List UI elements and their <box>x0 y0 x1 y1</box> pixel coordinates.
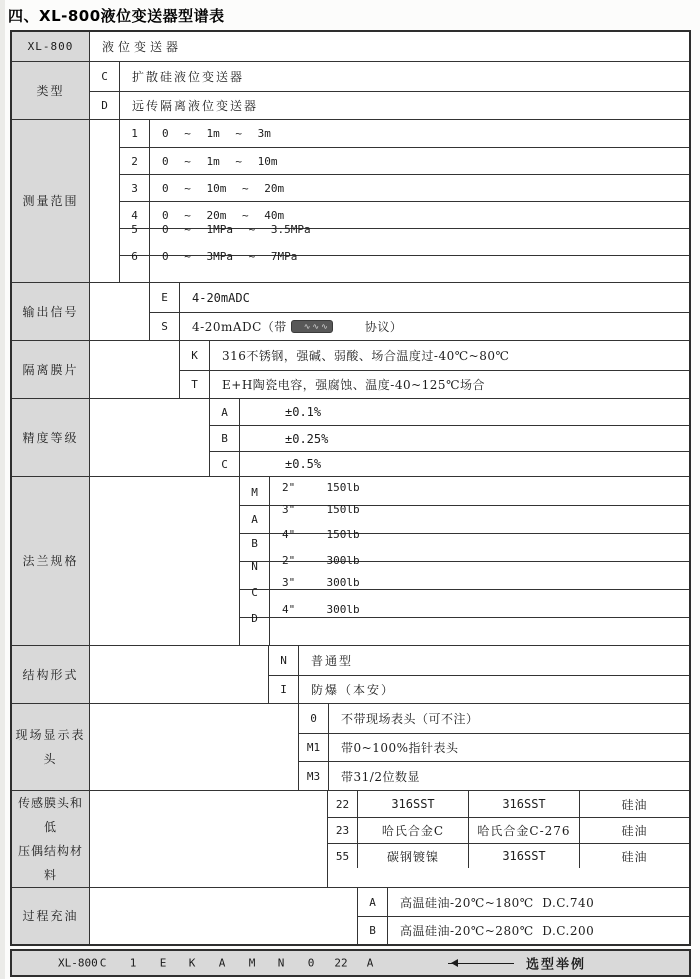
table-row <box>299 761 689 790</box>
table-row <box>120 249 689 282</box>
section-output-signal <box>12 282 689 340</box>
code-cell: E <box>150 283 180 312</box>
desc-cell: 0 ~ 1m ~ 10m <box>162 154 278 168</box>
desc-cell: 0 ~ 1m ~ 3m <box>162 127 271 140</box>
table-row <box>358 888 689 916</box>
code-cell: 3 <box>120 175 150 201</box>
code-cell: A <box>358 888 388 916</box>
material-cell: 硅油 <box>621 849 648 864</box>
indent-cell <box>90 704 299 790</box>
scan-edge <box>0 0 5 979</box>
code-cell: B <box>358 917 388 944</box>
section-label: 隔离膜片 <box>12 341 90 398</box>
table-row <box>210 451 689 476</box>
example-code: 1 <box>129 956 137 970</box>
section-local-display <box>12 703 689 790</box>
section-sensor-materials <box>12 790 689 887</box>
section-structure-type <box>12 645 689 703</box>
table-row <box>358 916 689 944</box>
material-cell: 哈氏合金C-276 <box>469 818 580 843</box>
desc-cell: 4" 300lb <box>282 603 360 616</box>
table-row <box>120 120 689 147</box>
desc-cell: 316不锈钢，强碱、弱酸、场合温度过-40℃~80℃ <box>222 349 510 363</box>
desc-cell: 高温硅油-20℃~180℃ D.C.740 <box>400 895 595 910</box>
material-cell: 316SST <box>469 791 580 817</box>
table-row <box>90 91 689 119</box>
desc-cell: 带31/2位数显 <box>341 769 420 784</box>
example-code: K <box>188 956 196 970</box>
desc-cell: 4-20mADC（带 --- ∿∿∿ 协议） <box>180 313 689 340</box>
left-arrow-icon <box>448 963 514 964</box>
section-label: 类型 <box>12 62 90 119</box>
desc-cell: 0 ~ 3MPa ~ 7MPa <box>162 249 298 263</box>
code-cell: D <box>90 92 120 119</box>
desc-cell: ±0.25% <box>285 431 329 446</box>
desc-cell: 不带现场表头（可不注） <box>341 712 479 726</box>
desc-cell: 0 ~ 1MPa ~ 3.5MPa <box>162 222 311 236</box>
code-cell: B <box>240 534 270 561</box>
table-row <box>328 843 689 868</box>
material-cell: 硅油 <box>621 824 648 838</box>
code-cell: B <box>210 426 240 451</box>
desc-cell: 远传隔离液位变送器 <box>132 99 259 113</box>
desc-cell: ±0.1% <box>285 405 322 419</box>
code-cell: 22 <box>328 791 358 817</box>
section-measuring-range <box>12 119 689 282</box>
table-row <box>210 425 689 451</box>
example-code: E <box>159 956 167 970</box>
code-cell: S <box>150 313 180 340</box>
section-label: 传感膜头和低 压偶结构材料 <box>12 791 90 887</box>
example-code: 0 <box>307 956 315 970</box>
desc-cell: 3" 150lb <box>282 503 360 516</box>
table-row <box>240 603 689 645</box>
desc-cell: 2" 150lb <box>282 480 360 494</box>
table-row <box>210 399 689 425</box>
section-label: 测量范围 <box>12 120 90 282</box>
code-cell: M <box>240 477 270 505</box>
example-code: M <box>248 956 256 970</box>
indent-cell <box>90 399 210 476</box>
example-code: A <box>366 956 374 970</box>
indent-cell <box>90 120 120 282</box>
model-spec-table <box>10 30 691 946</box>
table-row <box>180 341 689 370</box>
table-row <box>90 62 689 91</box>
code-cell: A <box>210 399 240 425</box>
table-row <box>120 147 689 174</box>
code-cell: I <box>269 676 299 703</box>
table-row <box>299 704 689 733</box>
section-isolation-diaphragm <box>12 340 689 398</box>
example-code: C <box>99 956 107 970</box>
code-cell: N <box>240 562 270 589</box>
section-label: 输出信号 <box>12 283 90 340</box>
code-cell: C <box>90 62 120 91</box>
code-cell: 23 <box>328 818 358 843</box>
section-process-fill-oil <box>12 887 689 944</box>
code-cell: 55 <box>328 844 358 868</box>
desc-cell: 0 ~ 20m ~ 40m <box>162 208 285 222</box>
material-cell: 316SST <box>469 844 580 868</box>
table-row <box>150 312 689 340</box>
model-cell: XL-800 <box>12 32 90 61</box>
example-code: 22 <box>334 956 348 970</box>
section-accuracy-class <box>12 398 689 476</box>
code-cell: 4 <box>120 202 150 228</box>
section-label: 现场显示表头 <box>12 704 90 790</box>
section-label: 法兰规格 <box>12 477 90 645</box>
table-row <box>269 675 689 703</box>
desc-cell: ±0.5% <box>285 457 322 471</box>
desc-cell: 扩散硅液位变送器 <box>132 70 245 84</box>
code-cell: A <box>240 506 270 533</box>
indent-cell <box>90 341 180 398</box>
code-cell: D <box>240 618 270 645</box>
example-code: N <box>277 956 285 970</box>
material-cell: 硅油 <box>621 797 648 812</box>
code-cell: 0 <box>299 704 329 733</box>
indent-cell <box>90 791 328 887</box>
table-row <box>328 791 689 817</box>
desc-cell: 3" 300lb <box>282 576 360 589</box>
model-desc-cell: 液位变送器 <box>102 40 183 54</box>
hart-protocol-badge-icon <box>291 320 333 333</box>
indent-cell <box>90 888 358 944</box>
table-row <box>269 646 689 675</box>
code-cell: N <box>269 646 299 675</box>
code-cell: K <box>180 341 210 370</box>
desc-cell: 防爆（本安） <box>311 683 396 697</box>
code-cell: 1 <box>120 120 150 147</box>
example-label: 选型举例 <box>526 957 587 973</box>
desc-cell: 0 ~ 10m ~ 20m <box>162 181 285 195</box>
example-code: A <box>218 956 226 970</box>
material-cell: 碳钢镀镍 <box>358 844 469 868</box>
table-header-row <box>12 32 689 61</box>
section-label: 精度等级 <box>12 399 90 476</box>
desc-cell: 2" 300lb <box>282 554 360 567</box>
code-cell: M1 <box>299 734 329 761</box>
page-title: 四、XL-800液位变送器型谱表 <box>8 7 225 25</box>
code-cell: T <box>180 371 210 398</box>
section-flange-spec <box>12 476 689 645</box>
table-row <box>150 283 689 312</box>
desc-cell: 4-20mADC <box>192 290 250 305</box>
material-cell: 316SST <box>358 791 469 817</box>
desc-cell: 普通型 <box>311 654 354 668</box>
code-cell: C <box>210 452 240 476</box>
table-row <box>240 477 689 505</box>
desc-cell: E+H陶瓷电容，强腐蚀、温度-40~125℃场合 <box>222 378 485 392</box>
code-cell: 6 <box>120 256 150 282</box>
section-label: 过程充油 <box>12 888 90 944</box>
table-row <box>120 174 689 201</box>
table-row <box>299 733 689 761</box>
indent-cell <box>90 646 269 703</box>
desc-cell: 4" 150lb <box>282 528 360 541</box>
section-type <box>12 61 689 119</box>
example-model: XL-800 <box>58 956 98 970</box>
code-cell: 2 <box>120 148 150 174</box>
indent-cell <box>90 283 150 340</box>
table-row <box>180 370 689 398</box>
table-row <box>328 817 689 843</box>
material-cell: 哈氏合金C <box>358 818 469 843</box>
indent-cell <box>90 477 240 645</box>
section-label: 结构形式 <box>12 646 90 703</box>
selection-example-bar <box>10 949 691 977</box>
desc-cell: 高温硅油-20℃~280℃ D.C.200 <box>400 924 595 938</box>
code-cell: M3 <box>299 762 329 790</box>
code-cell: C <box>240 590 270 617</box>
desc-cell: 带0~100%指针表头 <box>341 741 459 755</box>
code-cell: 5 <box>120 229 150 255</box>
